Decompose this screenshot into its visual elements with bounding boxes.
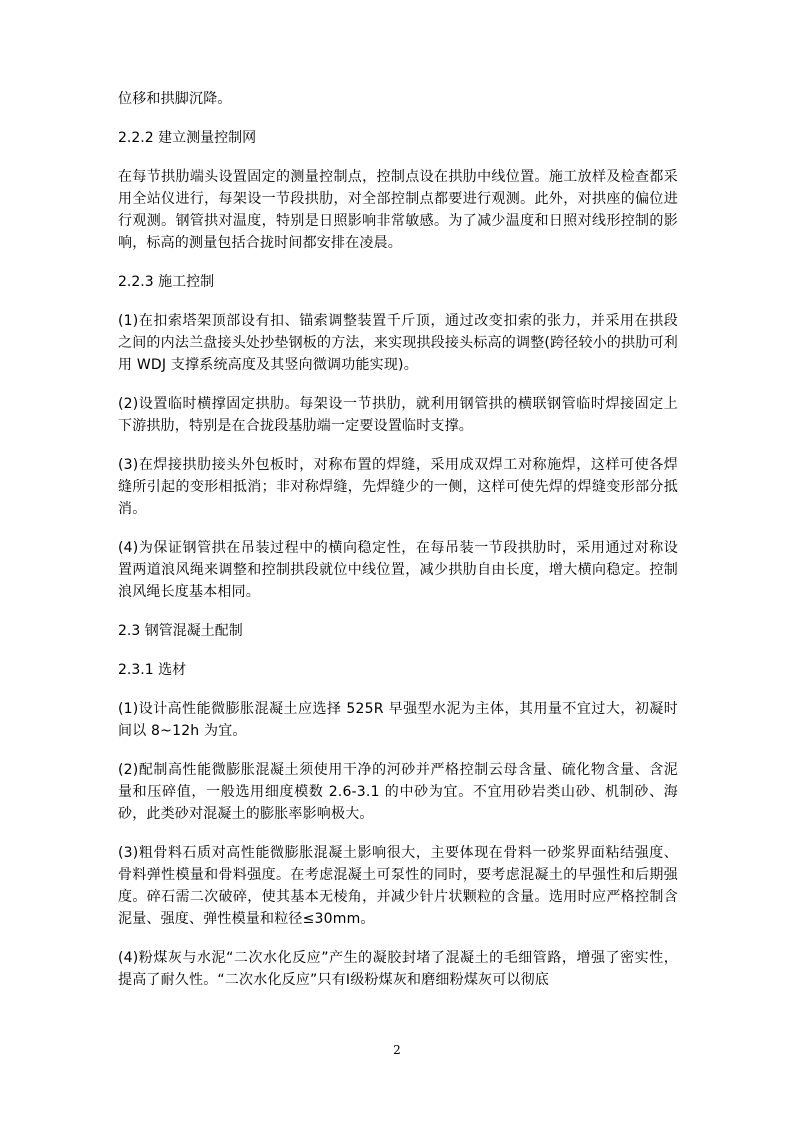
paragraph: (2)配制高性能微膨胀混凝土须使用干净的河砂并严格控制云母含量、硫化物含量、含泥量和压碎值，一般选用细度模数 2.6-3.1 的中砂为宜。不宜用砂岩类山砂、机制砂、海砂，此类砂对混凝土的膨胀率影响极大。 xyxy=(118,762,678,822)
paragraph: (1)设计高性能微膨胀混凝土应选择 525R 早强型水泥为主体，其用量不宜过大，初凝时间以 8~12h 为宜。 xyxy=(118,701,678,739)
paragraph: (1)在扣索塔架顶部设有扣、锚索调整装置千斤顶，通过改变扣索的张力，并采用在拱段之间的内法兰盘接头处抄垫钢板的方法，来实现拱段接头标高的调整(跨径较小的拱肋可利用 WDJ 支撑系统高度及其竖向微调功能实现)。 xyxy=(118,313,678,373)
section-heading: 2.2.2 建立测量控制网 xyxy=(118,130,257,146)
paragraph: (2)设置临时横撑固定拱肋。每架设一节拱肋，就利用钢管拱的横联钢管临时焊接固定上下游拱肋，特别是在合拢段基肋端一定要设置临时支撑。 xyxy=(118,396,678,434)
section-heading: 2.2.3 施工控制 xyxy=(118,274,215,290)
paragraph: (4)为保证钢管拱在吊装过程中的横向稳定性，在每吊装一节段拱肋时，采用通过对称设置两道浪风绳来调整和控制拱段就位中线位置，减少拱肋自由长度，增大横向稳定。控制浪风绳长度基本相同。 xyxy=(118,540,678,600)
document-body xyxy=(118,88,678,1008)
section-heading: 2.3 钢管混凝土配制 xyxy=(118,623,243,639)
paragraph: (3)在焊接拱肋接头外包板时，对称布置的焊缝，采用成双焊工对称施焊，这样可使各焊缝所引起的变形相抵消；非对称焊缝，先焊缝少的一侧，这样可使先焊的焊缝变形部分抵消。 xyxy=(118,457,678,517)
section-heading: 2.3.1 选材 xyxy=(118,662,187,678)
paragraph: 在每节拱肋端头设置固定的测量控制点，控制点设在拱肋中线位置。施工放样及检查都采用全站仪进行，每架设一节段拱肋，对全部控制点都要进行观测。此外，对拱座的偏位进行观测。钢管拱对温度，特别是日照影响非常敏感。为了减少温度和日照对线形控制的影响，标高的测量包括合拢时间都安排在凌晨。 xyxy=(118,169,678,251)
paragraph: (3)粗骨料石质对高性能微膨胀混凝土影响很大，主要体现在骨料一砂浆界面粘结强度、骨料弹性模量和骨料强度。在考虑混凝土可泵性的同时，要考虑混凝土的早强性和后期强度。碎石需二次破碎，使其基本无棱角，并减少针片状颗粒的含量。选用时应严格控制含泥量、强度、弹性模量和粒径≤30mm。 xyxy=(118,845,678,927)
paragraph: 位移和拱脚沉降。 xyxy=(118,91,232,107)
paragraph: (4)粉煤灰与水泥“二次水化反应”产生的凝胶封堵了混凝土的毛细管路，增强了密实性，提高了耐久性。“二次水化反应”只有Ⅰ级粉煤灰和磨细粉煤灰可以彻底 xyxy=(118,950,678,988)
page-number: 2 xyxy=(393,1043,401,1057)
